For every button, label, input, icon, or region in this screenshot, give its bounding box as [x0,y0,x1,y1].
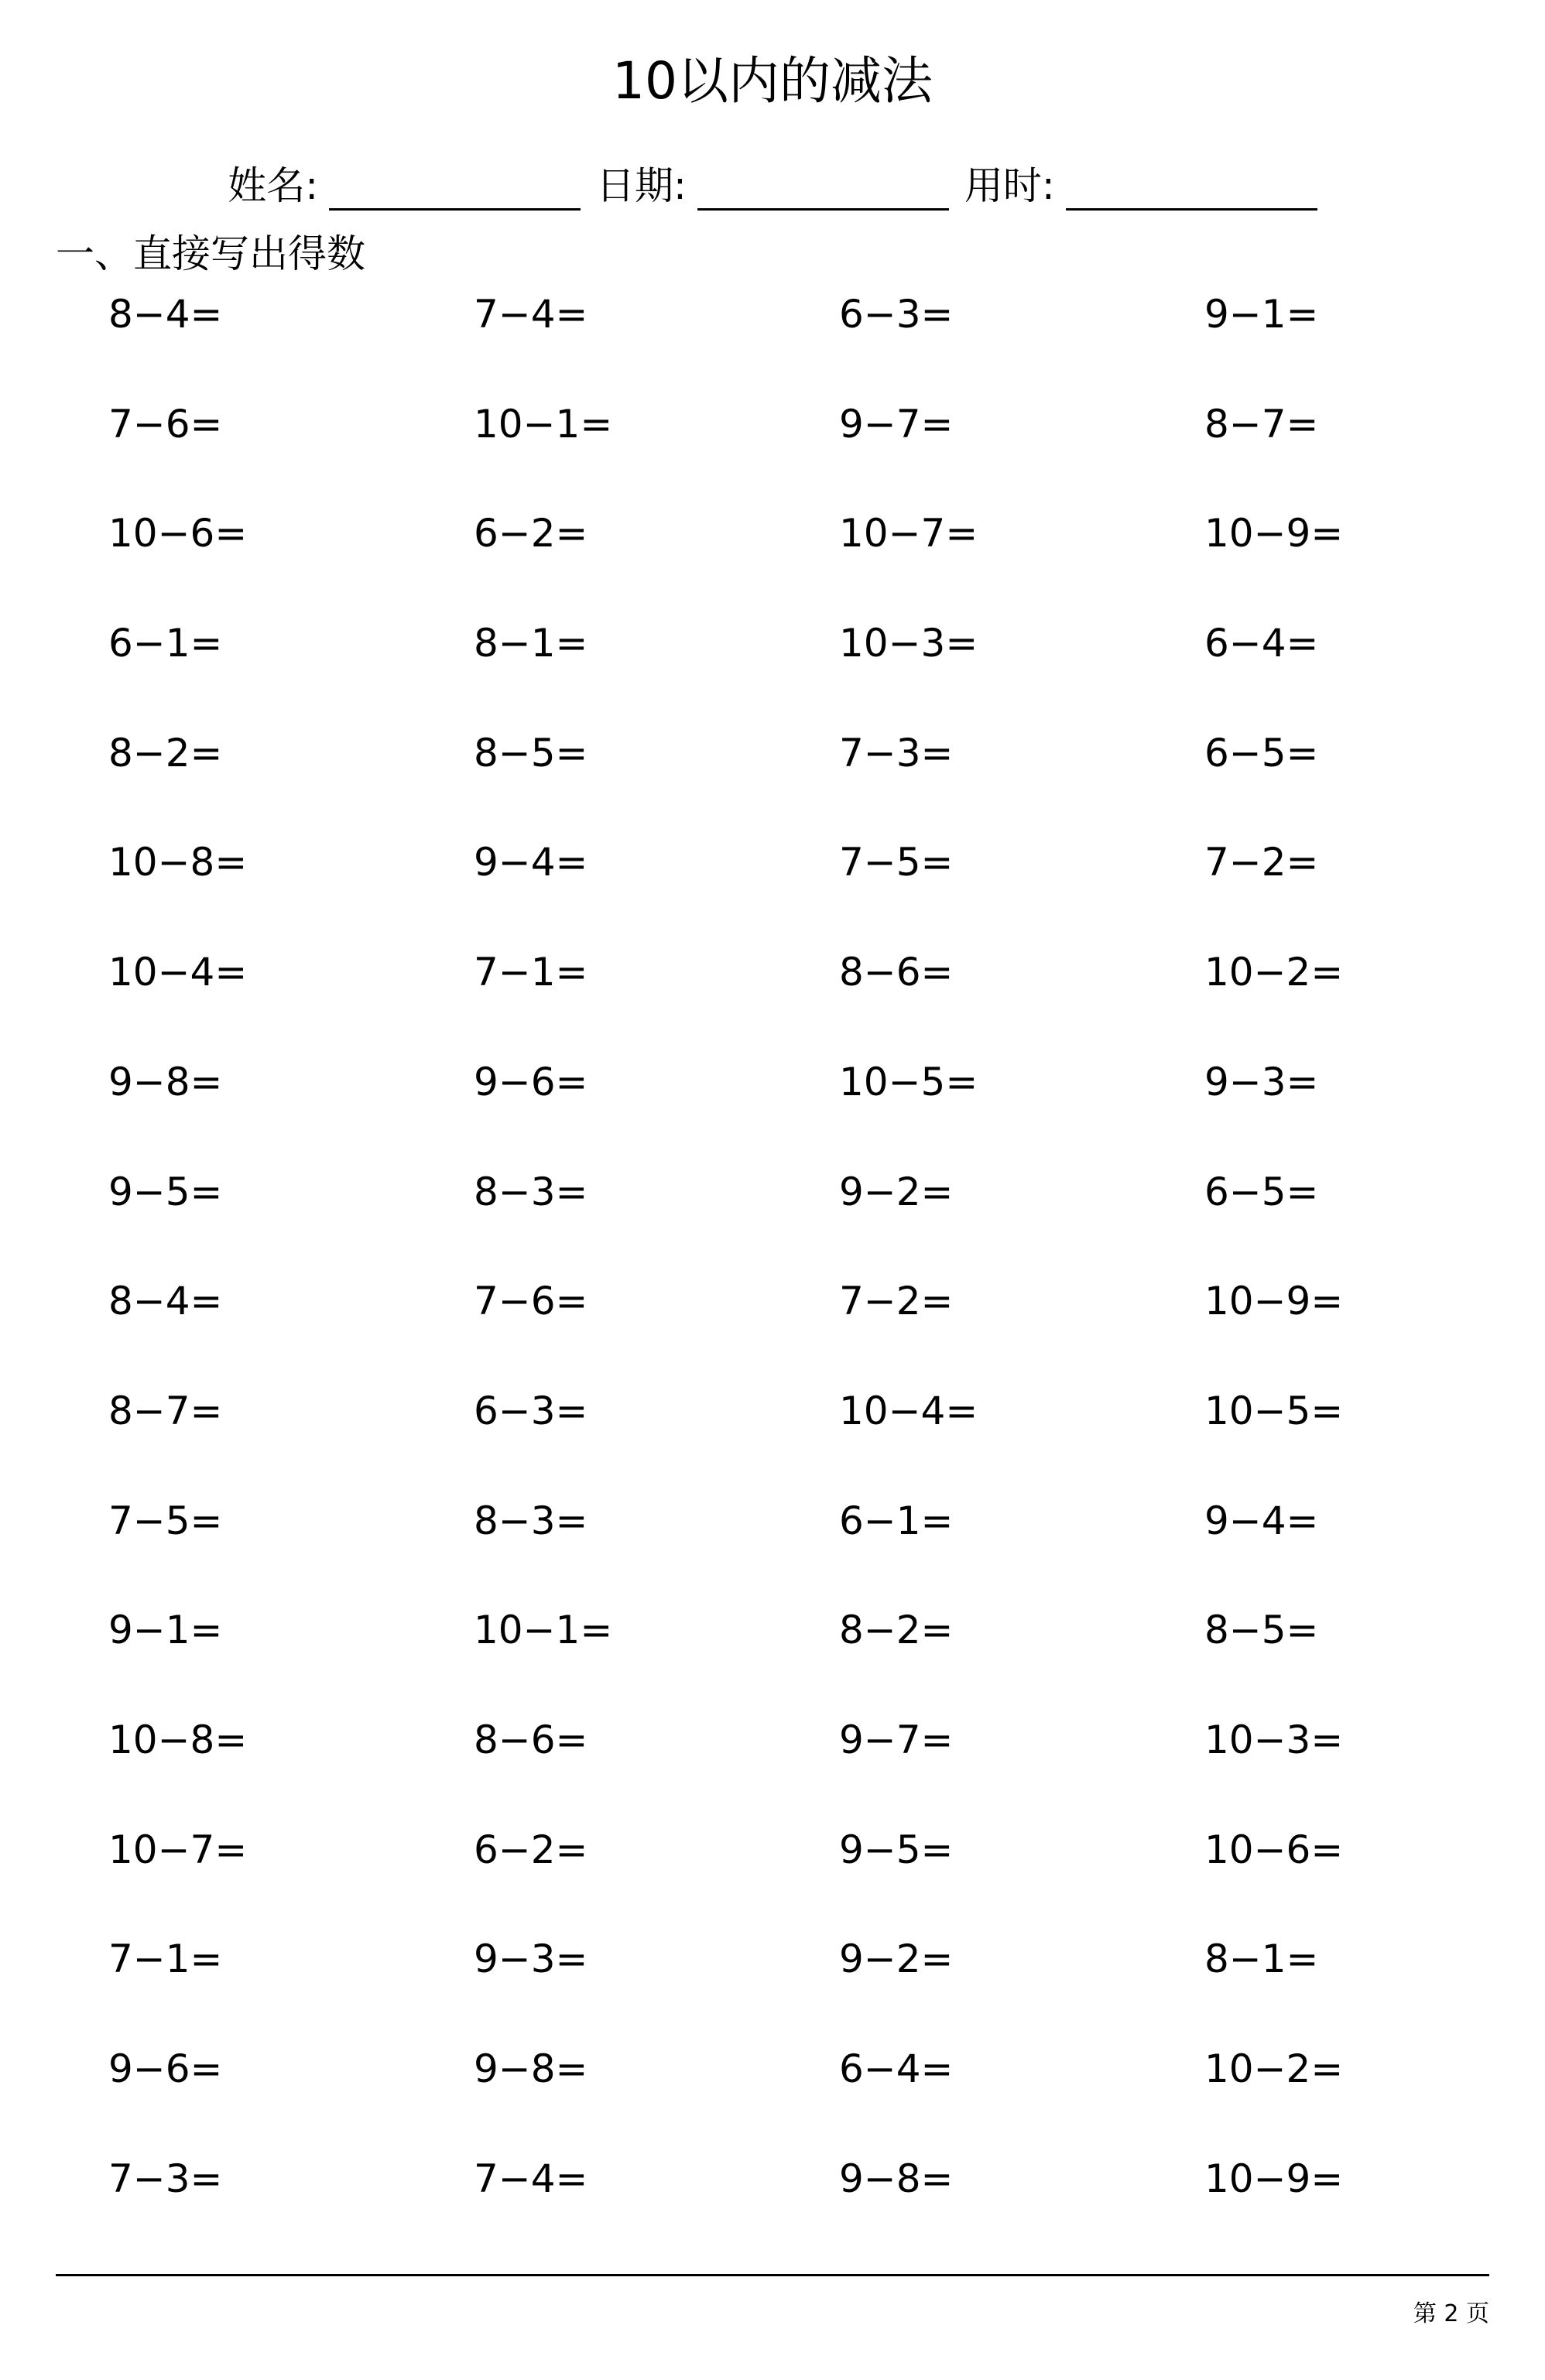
math-problem: 8−6= [474,1717,588,1762]
math-problem: 7−6= [108,401,223,447]
math-problem: 8−1= [1204,1937,1319,1982]
time-field [964,161,1317,211]
math-problem: 9−3= [474,1937,588,1982]
math-problem: 10−5= [1204,1388,1344,1433]
name-blank[interactable] [329,170,581,211]
math-problem: 8−7= [108,1388,223,1433]
math-problem: 8−2= [839,1608,954,1653]
math-problem: 10−1= [474,1608,613,1653]
math-problem: 8−6= [839,950,954,995]
math-problem: 8−2= [108,730,223,776]
math-problem: 7−3= [108,2156,223,2201]
math-problem: 7−6= [474,1279,588,1324]
math-problem: 9−5= [839,1827,954,1872]
math-problem: 8−5= [474,730,588,776]
date-field [596,161,949,211]
math-problem: 9−1= [108,1608,223,1653]
math-problem: 10−2= [1204,950,1344,995]
math-problem: 10−5= [839,1059,978,1104]
math-problem: 9−8= [839,2156,954,2201]
math-problem: 8−3= [474,1169,588,1214]
problem-grid [108,291,1545,2265]
page-title: 10以内的减法 [612,51,933,111]
math-problem: 6−5= [1204,1169,1319,1214]
math-problem: 10−3= [839,621,978,666]
math-problem: 6−2= [474,511,588,556]
footer-divider [56,2274,1489,2276]
math-problem: 8−5= [1204,1608,1319,1653]
math-problem: 10−9= [1204,511,1344,556]
math-problem: 10−7= [839,511,978,556]
math-problem: 10−4= [839,1388,978,1433]
math-problem: 9−2= [839,1937,954,1982]
math-problem: 10−7= [108,1827,248,1872]
math-problem: 9−8= [108,1059,223,1104]
name-label: 姓名: [228,163,319,208]
math-problem: 9−4= [474,840,588,885]
math-problem: 6−3= [474,1388,588,1433]
math-problem: 10−2= [1204,2046,1344,2091]
math-problem: 9−2= [839,1169,954,1214]
math-problem: 10−9= [1204,1279,1344,1324]
date-blank[interactable] [697,170,949,211]
math-problem: 6−3= [839,292,954,337]
math-problem: 6−4= [1204,621,1319,666]
time-label: 用时: [964,163,1055,208]
math-problem: 8−1= [474,621,588,666]
math-problem: 9−8= [474,2046,588,2091]
math-problem: 7−4= [474,2156,588,2201]
page-number: 第 2 页 [1413,2300,1489,2327]
math-problem: 8−7= [1204,401,1319,447]
math-problem: 8−3= [474,1498,588,1543]
math-problem: 9−3= [1204,1059,1319,1104]
math-problem: 8−4= [108,292,223,337]
math-problem: 10−8= [108,1717,248,1762]
math-problem: 10−4= [108,950,248,995]
math-problem: 7−3= [839,730,954,776]
math-problem: 10−1= [474,401,613,447]
student-info-line [0,161,1545,211]
math-problem: 10−6= [108,511,248,556]
math-problem: 9−7= [839,1717,954,1762]
math-problem: 7−2= [1204,840,1319,885]
math-problem: 9−7= [839,401,954,447]
math-problem: 10−8= [108,840,248,885]
math-problem: 7−4= [474,292,588,337]
math-problem: 10−3= [1204,1717,1344,1762]
math-problem: 6−1= [108,621,223,666]
math-problem: 7−1= [108,1937,223,1982]
math-problem: 10−9= [1204,2156,1344,2201]
math-problem: 7−1= [474,950,588,995]
name-field [228,161,581,211]
math-problem: 9−6= [474,1059,588,1104]
math-problem: 9−4= [1204,1498,1319,1543]
math-problem: 10−6= [1204,1827,1344,1872]
date-label: 日期: [596,163,687,208]
math-problem: 9−1= [1204,292,1319,337]
math-problem: 9−6= [108,2046,223,2091]
math-problem: 6−4= [839,2046,954,2091]
section-heading: 一、直接写出得数 [56,231,365,276]
math-problem: 7−2= [839,1279,954,1324]
math-problem: 6−2= [474,1827,588,1872]
math-problem: 7−5= [108,1498,223,1543]
math-problem: 8−4= [108,1279,223,1324]
math-problem: 6−1= [839,1498,954,1543]
math-problem: 7−5= [839,840,954,885]
math-problem: 6−5= [1204,730,1319,776]
math-problem: 9−5= [108,1169,223,1214]
time-blank[interactable] [1066,170,1317,211]
